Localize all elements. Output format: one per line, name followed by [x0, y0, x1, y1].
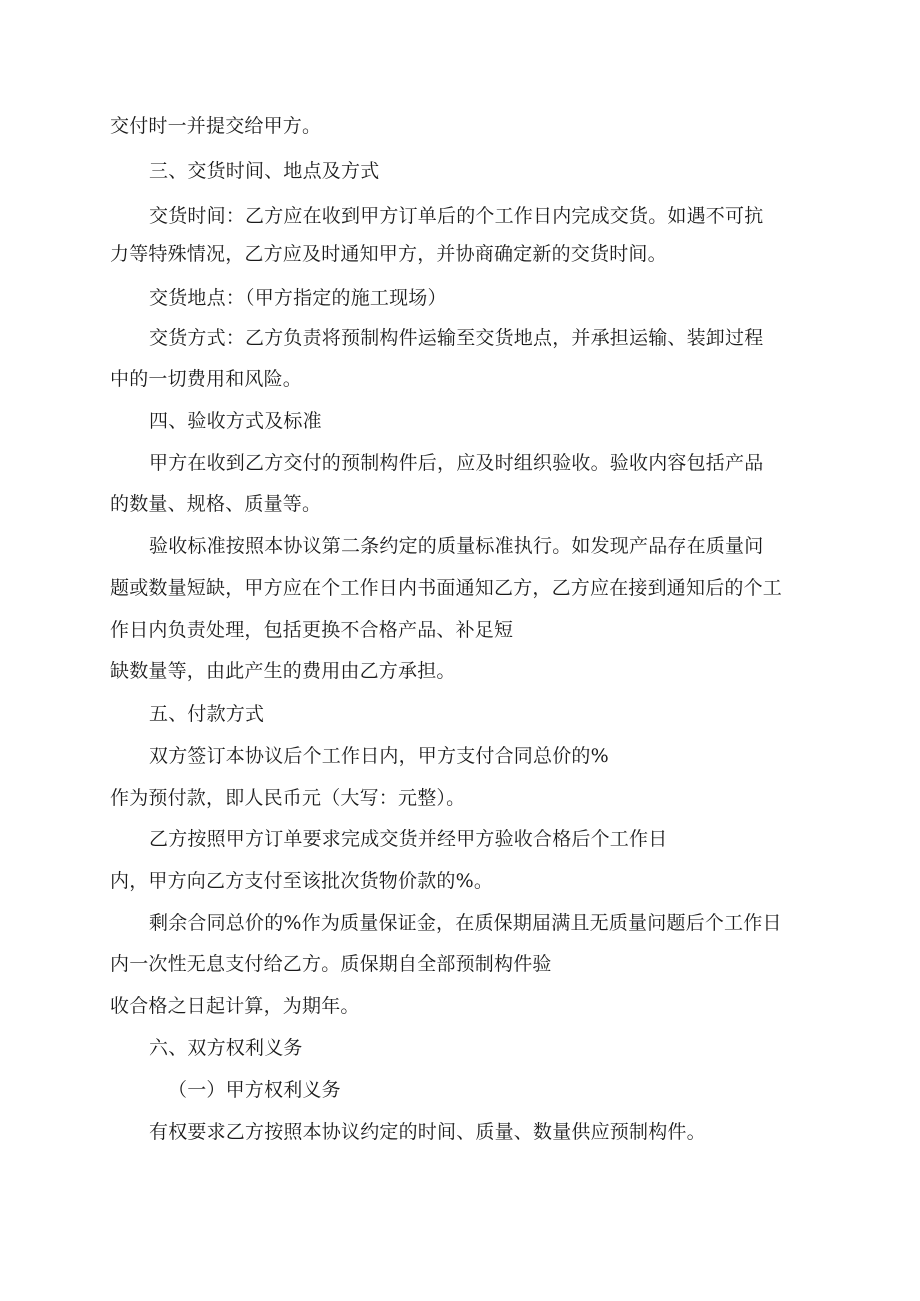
section-heading-delivery: 三、交货时间、地点及方式: [149, 160, 380, 182]
text-line: 题或数量短缺，甲方应在个工作日内书面通知乙方，乙方应在接到通知后的个工: [110, 577, 783, 599]
text-line: 作为预付款，即人民币元（大写：元整）。: [110, 787, 466, 809]
text-line: 收合格之日起计算，为期年。: [110, 995, 360, 1017]
text-line: 交付时一并提交给甲方。: [110, 115, 322, 137]
text-line: 力等特殊情况，乙方应及时通知甲方，并协商确定新的交货时间。: [110, 243, 667, 265]
section-heading-payment: 五、付款方式: [149, 703, 265, 725]
text-line: 验收标准按照本协议第二条约定的质量标准执行。如发现产品存在质量问: [149, 535, 764, 557]
text-line: 双方签订本协议后个工作日内，甲方支付合同总价的%: [149, 745, 609, 767]
text-line: 缺数量等，由此产生的费用由乙方承担。: [110, 660, 456, 682]
text-line: 内一次性无息支付给乙方。质保期自全部预制构件验: [110, 953, 552, 975]
text-line: 交货地点：（甲方指定的施工现场）: [149, 287, 447, 309]
text-line: 交货方式：乙方负责将预制构件运输至交货地点，并承担运输、装卸过程: [149, 327, 764, 349]
text-line: 内，甲方向乙方支付至该批次货物价款的%。: [110, 870, 494, 892]
text-line: 交货时间：乙方应在收到甲方订单后的个工作日内完成交货。如遇不可抗: [149, 205, 764, 227]
text-line: 甲方在收到乙方交付的预制构件后，应及时组织验收。验收内容包括产品: [149, 452, 764, 474]
text-line: 中的一切费用和风险。: [110, 368, 303, 390]
text-line: 乙方按照甲方订单要求完成交货并经甲方验收合格后个工作日: [149, 828, 668, 850]
section-heading-acceptance: 四、验收方式及标准: [149, 410, 322, 432]
text-line: 剩余合同总价的%作为质量保证金，在质保期届满且无质量问题后个工作日: [149, 912, 782, 934]
text-line: 的数量、规格、质量等。: [110, 493, 322, 515]
subsection-heading-party-a: （一）甲方权利义务: [168, 1079, 341, 1101]
section-heading-rights: 六、双方权利义务: [149, 1037, 303, 1059]
text-line: 作日内负责处理，包括更换不合格产品、补足短: [110, 619, 514, 641]
text-line: 有权要求乙方按照本协议约定的时间、质量、数量供应预制构件。: [149, 1121, 706, 1143]
